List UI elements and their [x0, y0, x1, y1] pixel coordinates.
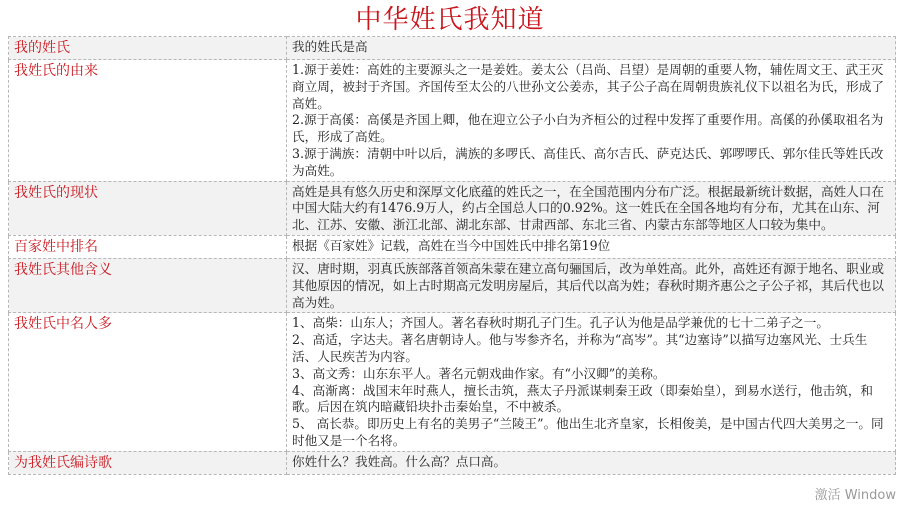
slide-title: 中华姓氏我知道: [355, 5, 545, 35]
row-label: 百家姓中排名: [9, 235, 287, 258]
table-row: [9, 313, 896, 451]
content-line: 根据《百家姓》记载，高姓在当今中国姓氏中排名第19位: [292, 237, 611, 253]
row-content: [287, 181, 896, 235]
content-line: 5、 高长恭。即历史上有名的美男子“兰陵王”。他出生北齐皇家，长相俊美，是中国古代四大美男之一。同时他又是一个名将。: [292, 416, 884, 448]
content-line: 2、高适，字达夫。著名唐朝诗人。他与岑参齐名，并称为“高岑”。其“边塞诗”以描写边塞风光、士兵生活、人民疾苦为内容。: [292, 332, 868, 364]
row-content: [287, 258, 896, 312]
row-label: 我的姓氏: [9, 37, 287, 60]
row-content: [287, 313, 896, 451]
table-row: [9, 451, 896, 474]
row-label: 我姓氏的由来: [9, 60, 287, 182]
row-content: [287, 60, 896, 182]
content-line: 4、高渐离：战国末年时燕人，擅长击筑，燕太子丹派谋刺秦王政（即秦始皇），到易水送行，他击筑，和歌。后因在筑内暗藏铅块扑击秦始皇，不中被杀。: [292, 382, 874, 415]
row-label: 我姓氏中名人多: [9, 313, 287, 451]
row-content: [287, 37, 896, 60]
content-line: 3.源于满族：清朝中叶以后，满族的多啰氏、高佳氏、高尔吉氏、萨克达氏、郭啰啰氏、郭尔佳氏等姓氏改为高姓。: [292, 145, 884, 178]
row-label: 我姓氏其他含义: [9, 258, 287, 312]
content-line: 3、高文秀：山东东平人。著名元朝戏曲作家。有“小汉卿”的美称。: [292, 365, 666, 381]
content-line: 你姓什么？我姓高。什么高？点口高。: [292, 453, 507, 469]
table-row: [9, 258, 896, 312]
surname-info-table: [8, 36, 896, 475]
row-content: [287, 235, 896, 258]
content-line: 1.源于姜姓：高姓的主要源头之一是姜姓。姜太公（吕尚、吕望）是周朝的重要人物，辅佐周文王、武王灭商立周，被封于齐国。齐国传至太公的八世孙文公姜赤，其子公子高在周朝贵族礼仪下以祖名为氏，形成了高姓。: [292, 62, 884, 111]
table-row: [9, 37, 896, 60]
content-line: 1、高柴：山东人；齐国人。著名春秋时期孔子门生。孔子认为他是品学兼优的七十二弟子之一。: [292, 315, 829, 331]
row-content: [287, 451, 896, 474]
row-label: 我姓氏的现状: [9, 181, 287, 235]
content-line: 高姓是具有悠久历史和深厚文化底蕴的姓氏之一，在全国范围内分布广泛。根据最新统计数据，高姓人口在中国大陆大约有1476.9万人，约占全国总人口的0.92%。这一姓氏在全国各地均有分布，尤其在山东、河北、江苏、安徽、浙江北部、湖北东部、甘肃西部、东北三省、内蒙古东部等地区人口较为集中。: [292, 183, 884, 233]
table-row: [9, 181, 896, 235]
content-line: 2.源于高傒：高傒是齐国上卿，他在迎立公子小白为齐桓公的过程中发挥了重要作用。高傒的孙傒取祖名为氏，形成了高姓。: [292, 112, 884, 145]
table-row: [9, 60, 896, 182]
table-row: [9, 235, 896, 258]
content-line: 汉、唐时期，羽真氏族部落首领高朱蒙在建立高句骊国后，改为单姓高。此外，高姓还有源于地名、职业或其他原因的情况，如上古时期高元发明房屋后，其后代以高为姓；春秋时期齐惠公之子公子祁，其后代也以高为姓。: [292, 260, 884, 310]
content-line: 我的姓氏是高: [292, 39, 368, 54]
activation-watermark: 激活 Window: [814, 488, 896, 503]
row-label: 为我姓氏编诗歌: [9, 451, 287, 474]
